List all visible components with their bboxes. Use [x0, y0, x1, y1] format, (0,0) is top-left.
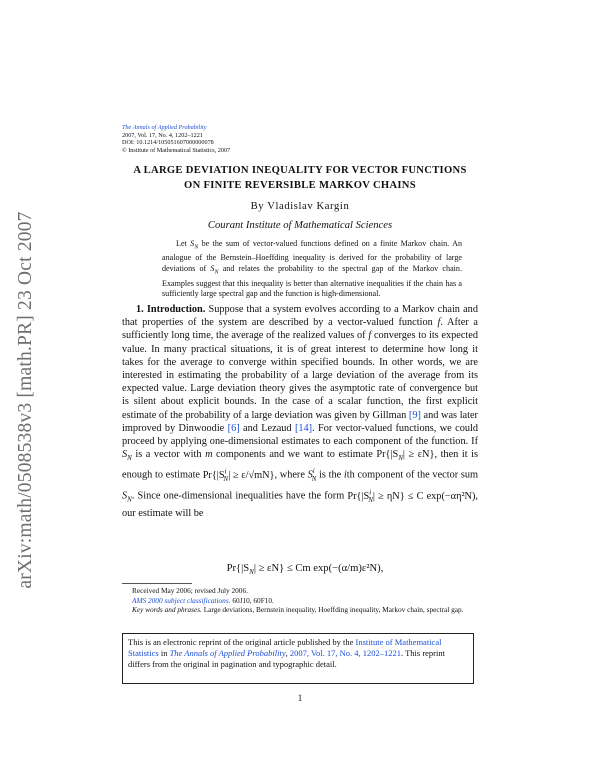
page-number: 1	[297, 693, 303, 703]
footnote-rule	[122, 583, 192, 584]
author-line: By Vladislav Kargin	[250, 201, 350, 212]
abstract: Let $S_N$ be the sum of vector-valued functions defined on a finite Markov chain. An analogue of the Bernstein–Hoeffding inequality is derived for the probability of large deviations of $S_N$ and relates the probability to the spectral gap of the Markov chain. Examples suggest that this inequality is better than alternative inequalities if the chain has a sufficiently large spectral gap and the function is high-dimensional.	[162, 239, 462, 299]
journal-volume: 2007, Vol. 17, No. 4, 1202–1221	[122, 131, 203, 139]
journal-header	[122, 124, 230, 154]
introduction-paragraph: 1. Introduction. Suppose that a system evolves according to a Markov chain and that properties of the system are described by a vector-valued function f. After a sufficiently long time, the average of the realized values of f converges to its expected value. In many practical situations, it is of great interest to determine how long it takes for the average to converge within specified bounds. In other words, we are interested in estimating the probability of a large deviation of the average from its expected value. Large deviation theory gives the asymptotic rate of convergence but is silent about explicit bounds. In the case of a scalar function, the first explicit estimate of the probability of a large deviation was given by Gillman [9] and was later improved by Dinwoodie [6] and Lezaud [14]. For vector-valued functions, we could proceed by applying one-dimensional estimates to each component of the function. If $S_N$ is a vector with m components and we want to estimate $Pr\{|S_N| \ge \varepsilon N\}$, then it is enough to estimate $Pr\{|S^i_N| \ge \varepsilon/√mN\}$, where $S^i_N$ is the ith component of the vector sum $S_N$. Since one-dimensional inequalities have the form $Pr\{|S^i_N| \ge \eta N\} \le C$ exp(−αη²N), our estimate will be	[122, 304, 478, 519]
journal-copyright: © Institute of Mathematical Statistics, 2007	[122, 146, 231, 154]
arxiv-identifier: arXiv:math/0508538v3 [math.PR] 23 Oct 2007	[15, 211, 36, 589]
section-heading: 1. Introduction.	[136, 304, 206, 315]
footnotes	[122, 586, 478, 615]
paper-title: A LARGE DEVIATION INEQUALITY FOR VECTOR FUNCTIONS ON FINITE REVERSIBLE MARKOV CHAINS	[133, 165, 467, 191]
ims-link[interactable]: Institute of Mathematical Statistics	[128, 637, 442, 659]
reprint-notice: This is an electronic reprint of the original article published by the Institute of Mathematical Statistics in The Annals of Applied Probability, 2007, Vol. 17, No. 4, 1202–1221. This reprint differs from the original in pagination and typographic detail.	[122, 633, 474, 684]
keywords: Key words and phrases. Large deviations, Bernstein inequality, Hoeffding inequality, Markov chain, spectral gap.	[132, 605, 464, 615]
affiliation: Courant Institute of Mathematical Sciences	[207, 220, 393, 231]
arxiv-side-stamp	[6, 170, 46, 630]
citation-link[interactable]: [6]	[227, 422, 240, 434]
citation-link[interactable]: [9]	[408, 409, 421, 421]
journal-doi: DOI: 10.1214/105051607000000078	[122, 139, 214, 147]
volume-link[interactable]: 2007, Vol. 17, No. 4, 1202–1221	[289, 648, 401, 659]
journal-name-link[interactable]: The Annals of Applied Probability	[122, 124, 207, 131]
ams-link[interactable]: AMS 2000 subject classifications.	[132, 595, 231, 605]
journal-link[interactable]: The Annals of Applied Probability	[169, 648, 286, 659]
received-dates: Received May 2006; revised July 2006.	[132, 586, 248, 595]
ams-classifications: AMS 2000 subject classifications. 60J10, 60F10.	[132, 595, 274, 605]
citation-link[interactable]: [14]	[294, 422, 313, 434]
display-equation: $Pr\{|S_N| \ge \varepsilon N\} \le Cm$ exp(−(α/m)ε²N),	[226, 563, 384, 577]
